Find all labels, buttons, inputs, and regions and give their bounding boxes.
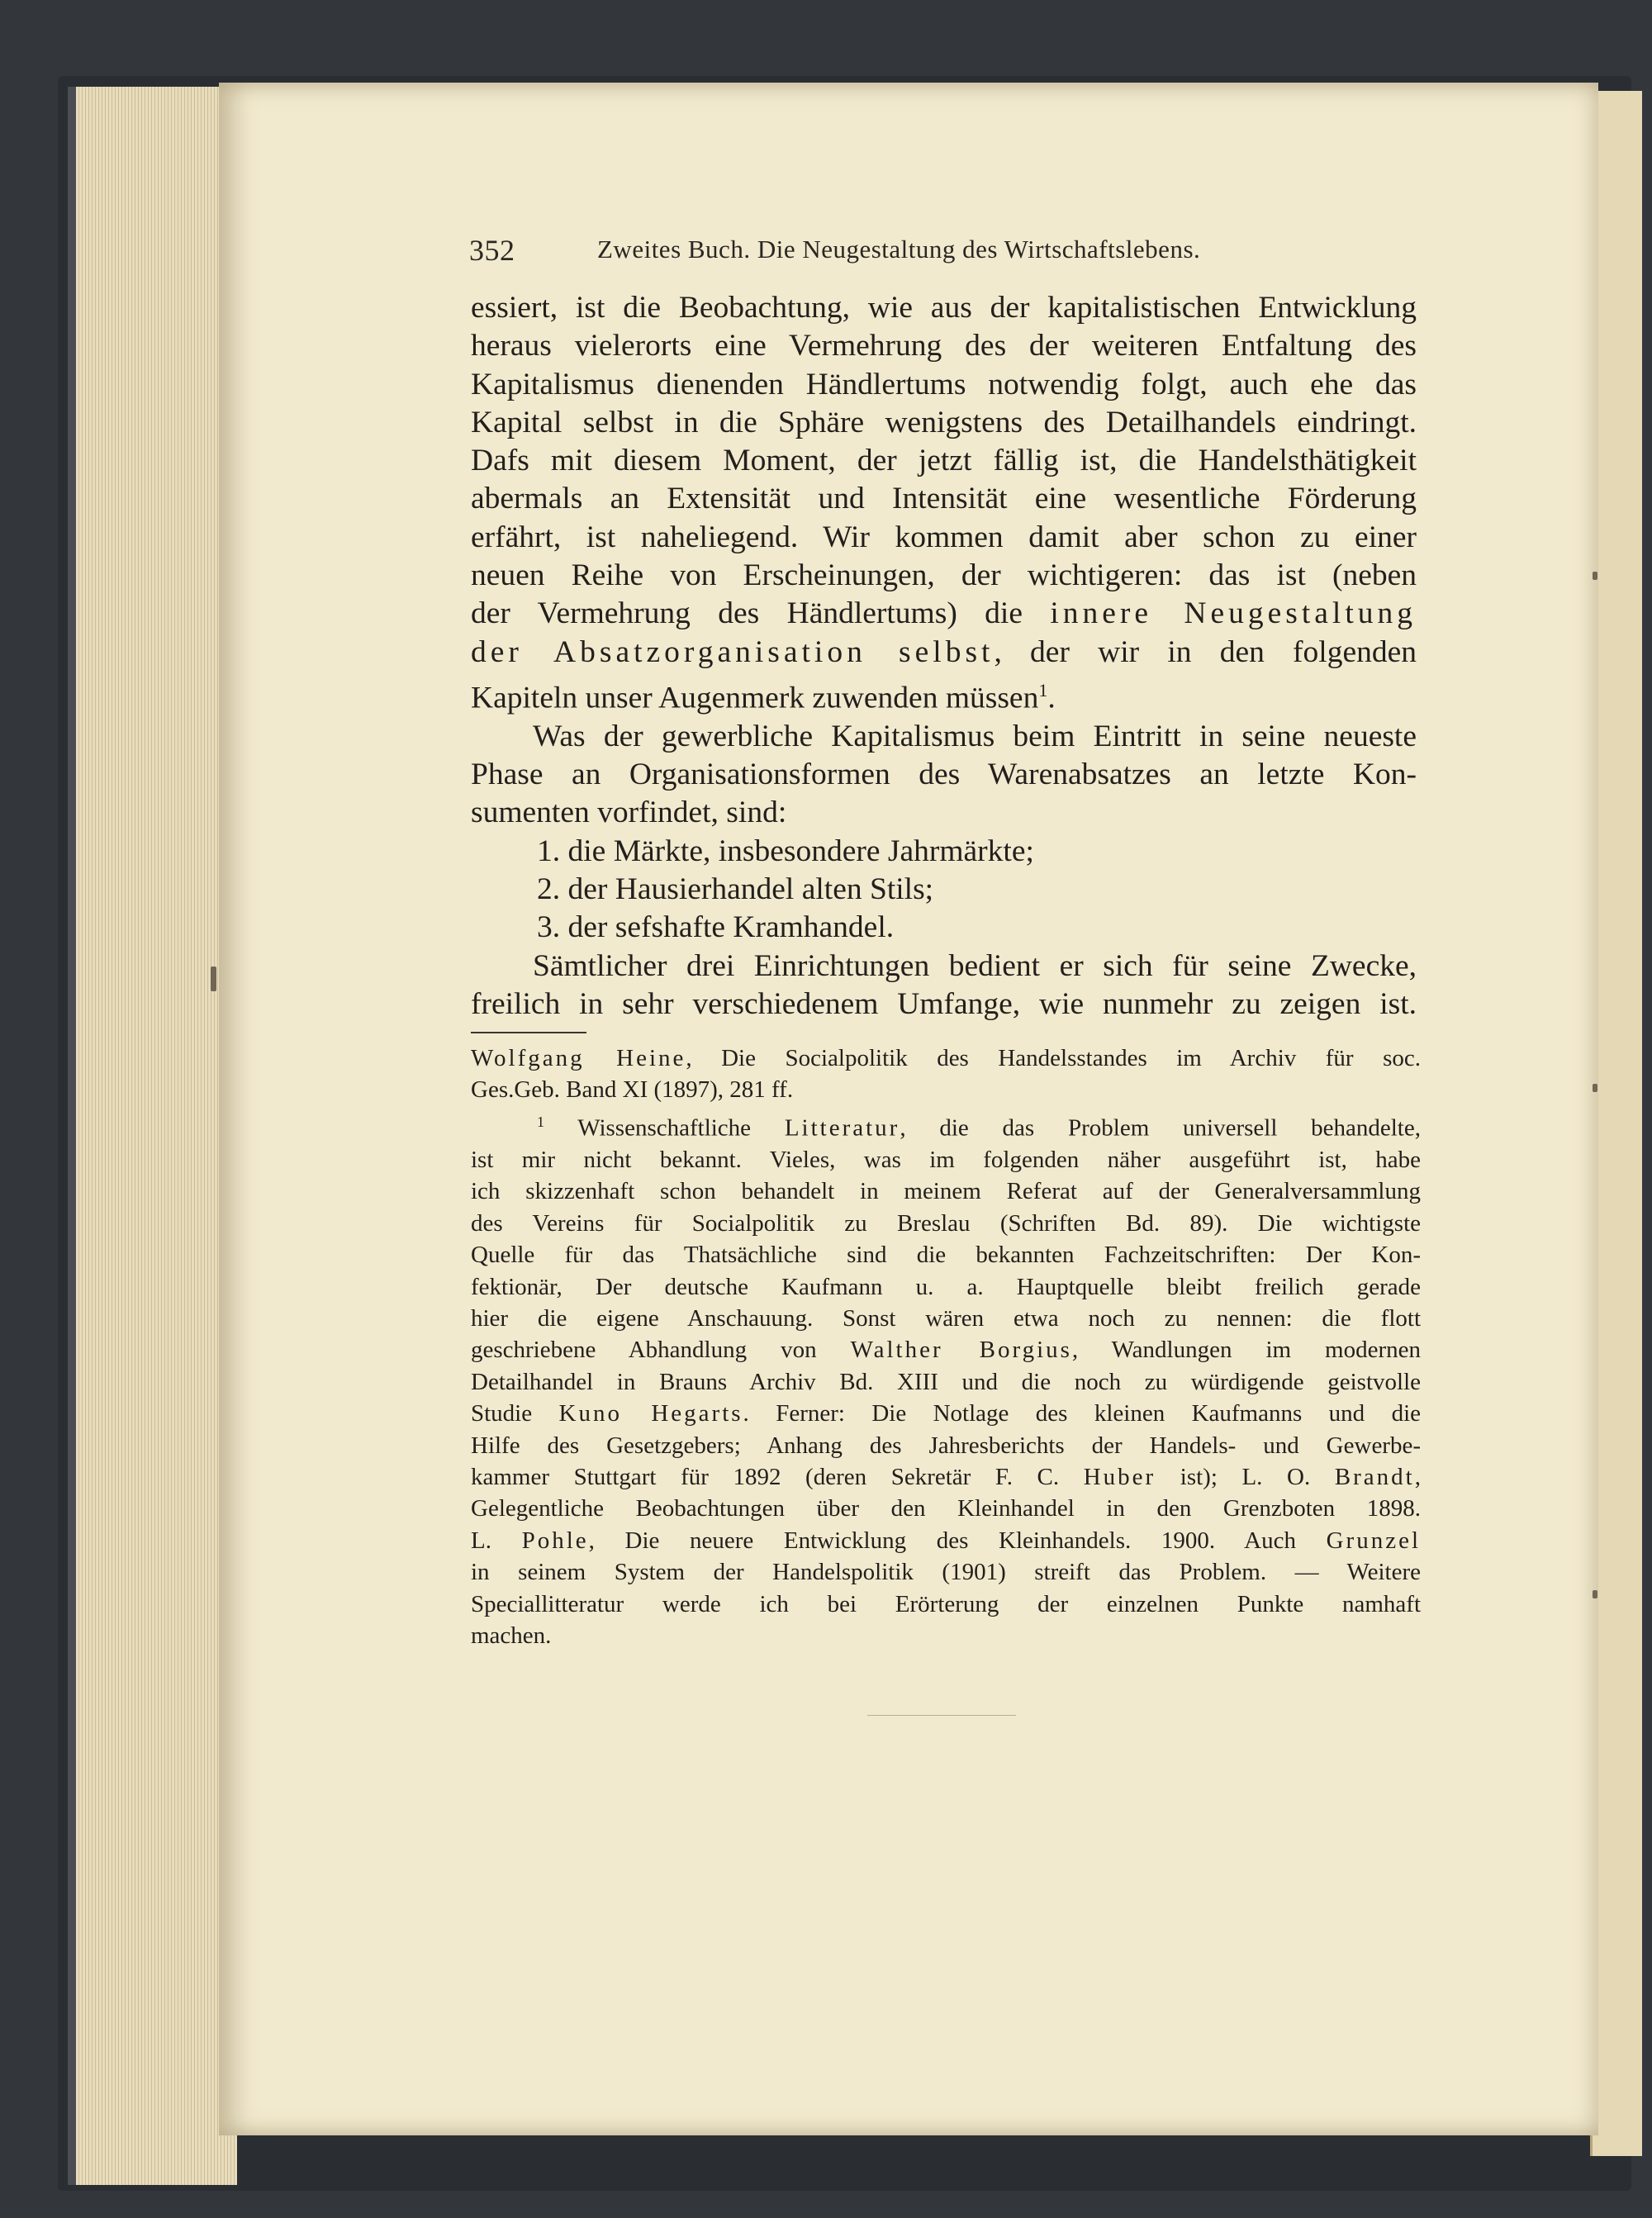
running-title: Zweites Buch. Die Neugestaltung des Wirtschaftslebens. bbox=[597, 235, 1201, 264]
footnote-line: Gelegentliche Beobachtungen über den Kleinhandel in den Grenzboten 1898. bbox=[471, 1495, 1421, 1522]
text-run: Wissenschaftliche bbox=[544, 1114, 785, 1142]
footnote-line: fektionär, Der deutsche Kaufmann u. a. Hauptquelle bleibt freilich gerade bbox=[471, 1273, 1421, 1300]
text-run: , bbox=[1414, 1463, 1421, 1490]
footnote-line: Hilfe des Gesetzgebers; Anhang des Jahresberichts der Handels- und Gewerbe- bbox=[471, 1432, 1421, 1459]
text-line: Dafs mit diesem Moment, der jetzt fällig ist, die Handelsthätigkeit bbox=[471, 444, 1417, 478]
list-item: 1. die Märkte, insbesondere Jahrmärkte; bbox=[537, 834, 1034, 868]
page-blemish bbox=[1593, 572, 1597, 580]
text-run: Kapiteln unser Augenmerk zuwenden müssen bbox=[471, 681, 1039, 715]
footnote-line: hier die eigene Anschauung. Sonst wären etwa noch zu nennen: die flott bbox=[471, 1304, 1421, 1332]
footnote-line: Detailhandel in Brauns Archiv Bd. XIII und die noch zu würdigende geistvolle bbox=[471, 1368, 1421, 1395]
footnote-line: machen. bbox=[471, 1622, 552, 1649]
paragraph-2 bbox=[471, 718, 1417, 833]
text-line bbox=[471, 595, 1417, 633]
text-run: . bbox=[1047, 681, 1056, 715]
spaced-name: Wolfgang Heine bbox=[471, 1045, 686, 1071]
footnote-line: Ges.Geb. Band XI (1897), 281 ff. bbox=[471, 1076, 794, 1104]
text-line bbox=[471, 672, 1417, 718]
text-line: Phase an Organisationsformen des Warenabsatzes an letzte Kon- bbox=[471, 758, 1417, 792]
text-line bbox=[471, 634, 1417, 672]
text-run: der Vermehrung des Händlertums) die bbox=[471, 596, 1051, 631]
text-run: , Die neuere Entwicklung des Kleinhandels. 1900. Auch bbox=[588, 1527, 1327, 1554]
main-text bbox=[471, 289, 1417, 1024]
enumerated-list bbox=[471, 833, 1417, 948]
page-blemish bbox=[1593, 1590, 1597, 1598]
footnote-separator bbox=[471, 1032, 586, 1033]
spaced-name: Brandt bbox=[1334, 1463, 1415, 1490]
text-run: , Die Socialpolitik des Handelsstandes im Archiv für soc. bbox=[686, 1045, 1421, 1071]
footnote-line bbox=[471, 1043, 1421, 1074]
page-blemish bbox=[1593, 1084, 1597, 1092]
spaced-emphasis: der Absatzorganisation selbst bbox=[471, 634, 995, 669]
footnote-marker: 1 bbox=[537, 1113, 544, 1130]
spaced-name: Pohle bbox=[521, 1527, 589, 1554]
text-line: freilich in sehr verschiedenem Umfange, wie nunmehr zu zeigen ist. bbox=[471, 986, 1417, 1021]
text-line: Sämtlicher drei Einrichtungen bedient er sich für seine Zwecke, bbox=[533, 948, 1417, 983]
text-line: Was der gewerbliche Kapitalismus beim Eintritt in seine neueste bbox=[533, 719, 1417, 753]
text-line: erfährt, ist naheliegend. Wir kommen damit aber schon zu einer bbox=[471, 520, 1417, 554]
text-run: geschriebene Abhandlung von bbox=[471, 1337, 851, 1364]
page-blemish bbox=[211, 967, 216, 991]
text-run: , Wandlungen im modernen bbox=[1071, 1337, 1421, 1364]
bottom-faint-rule bbox=[867, 1715, 1016, 1716]
spaced-name: Huber bbox=[1083, 1463, 1156, 1490]
text-line: heraus vielerorts eine Vermehrung des der weiteren Entfaltung des bbox=[471, 329, 1417, 363]
text-line: Kapitalismus dienenden Händlertums notwendig folgt, auch ehe das bbox=[471, 367, 1417, 401]
footnote-line: des Vereins für Socialpolitik zu Breslau (Schriften Bd. 89). Die wichtigste bbox=[471, 1209, 1421, 1237]
spaced-name: Kuno Hegarts bbox=[558, 1400, 743, 1427]
paragraph-1 bbox=[471, 289, 1417, 718]
text-line: essiert, ist die Beobachtung, wie aus der kapitalistischen Entwicklung bbox=[471, 291, 1417, 325]
spaced-name: Grunzel bbox=[1326, 1527, 1422, 1554]
footnote-line: ist mir nicht bekannt. Vieles, was im folgenden näher ausgeführt ist, habe bbox=[471, 1146, 1421, 1173]
footnote-line bbox=[471, 1398, 1421, 1429]
footnotes bbox=[471, 1043, 1421, 1651]
running-head bbox=[463, 233, 1297, 274]
page-number: 352 bbox=[469, 234, 515, 267]
text-line: sumenten vorfindet, sind: bbox=[471, 796, 787, 830]
text-line: abermals an Extensität und Intensität eine wesentliche Förderung bbox=[471, 482, 1417, 516]
text-run: ist); L. O. bbox=[1156, 1463, 1335, 1490]
text-run: , der wir in den folgenden bbox=[994, 634, 1417, 669]
footnote-line bbox=[471, 1525, 1421, 1556]
spaced-emphasis: Litteratur bbox=[784, 1114, 900, 1142]
footnote-line bbox=[471, 1461, 1421, 1493]
text-run: , die das Problem universell behandelte, bbox=[900, 1114, 1421, 1142]
text-run: L. bbox=[471, 1527, 522, 1554]
footnote-ref: 1 bbox=[1038, 679, 1048, 701]
text-run: kammer Stuttgart für 1892 (deren Sekretär F. C. bbox=[471, 1463, 1084, 1490]
spaced-emphasis: innere Neugestaltung bbox=[1050, 596, 1417, 631]
footnote-line: ich skizzenhaft schon behandelt in meinem Referat auf der Generalversammlung bbox=[471, 1178, 1421, 1205]
page-stack-edges bbox=[68, 87, 237, 2185]
spaced-name: Walther Borgius bbox=[850, 1337, 1072, 1364]
text-line: Kapital selbst in die Sphäre wenigstens des Detailhandels eindringt. bbox=[471, 405, 1417, 439]
text-run: . Ferner: Die Notlage des kleinen Kaufmanns und die bbox=[743, 1400, 1421, 1427]
paragraph-3 bbox=[471, 948, 1417, 1024]
footnote-line: Quelle für das Thatsächliche sind die bekannten Fachzeitschriften: Der Kon- bbox=[471, 1242, 1421, 1269]
footnote-line bbox=[471, 1106, 1421, 1144]
list-item: 2. der Hausierhandel alten Stils; bbox=[537, 872, 934, 906]
text-run: Studie bbox=[471, 1400, 559, 1427]
footnote-line: in seinem System der Handelspolitik (1901) streift das Problem. — Weitere bbox=[471, 1559, 1421, 1586]
footnote-line: Speciallitteratur werde ich bei Erörterung der einzelnen Punkte namhaft bbox=[471, 1590, 1421, 1617]
footnote-line bbox=[471, 1334, 1421, 1365]
list-item: 3. der sefshafte Kramhandel. bbox=[537, 910, 895, 945]
text-line: neuen Reihe von Erscheinungen, der wichtigeren: das ist (neben bbox=[471, 558, 1417, 593]
